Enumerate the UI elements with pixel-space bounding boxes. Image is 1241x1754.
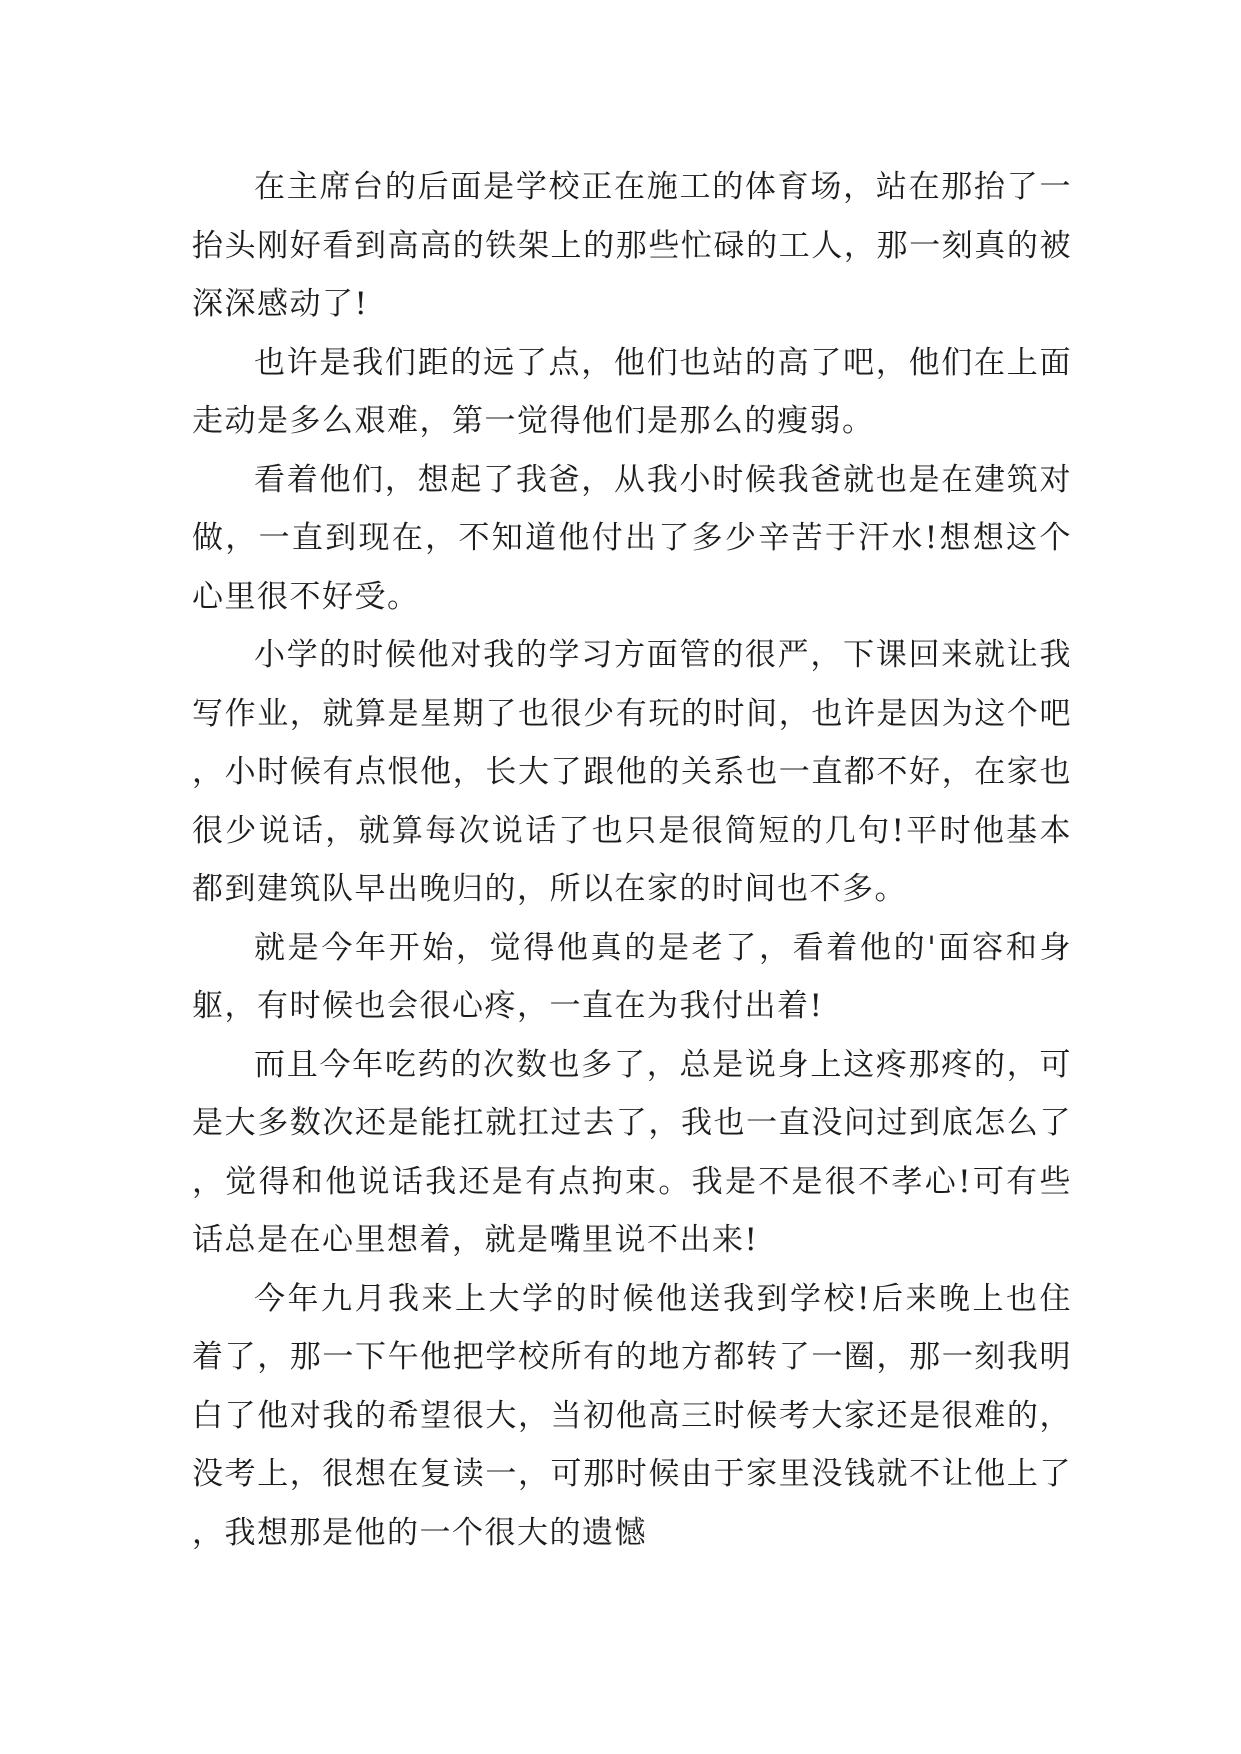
paragraph-2: 也许是我们距的远了点，他们也站的高了吧，他们在上面走动是多么艰难，第一觉得他们是那么的瘦弱。 — [192, 344, 1072, 439]
document-body — [192, 158, 1072, 1562]
paragraph-3: 看着他们，想起了我爸，从我小时候我爸就也是在建筑对做，一直到现在，不知道他付出了多少辛苦于汗水!想想这个心里很不好受。 — [192, 461, 1072, 615]
paragraph-4: 小学的时候他对我的学习方面管的很严，下课回来就让我写作业，就算是星期了也很少有玩的时间，也许是因为这个吧，小时候有点恨他，长大了跟他的关系也一直都不好，在家也很少说话，就算每次说话了也只是很简短的几句!平时他基本都到建筑队早出晚归的，所以在家的时间也不多。 — [192, 637, 1072, 907]
paragraph-1: 在主席台的后面是学校正在施工的体育场，站在那抬了一抬头刚好看到高高的铁架上的那些忙碌的工人，那一刻真的被深深感动了! — [192, 169, 1072, 322]
paragraph-5: 就是今年开始，觉得他真的是老了，看着他的'面容和身躯，有时候也会很心疼，一直在为我付出着! — [192, 929, 1072, 1024]
paragraph-6: 而且今年吃药的次数也多了，总是说身上这疼那疼的，可是大多数次还是能扛就扛过去了，我也一直没问过到底怎么了，觉得和他说话我还是有点拘束。我是不是很不孝心!可有些话总是在心里想着，就是嘴里说不出来! — [192, 1046, 1072, 1258]
paragraph-7: 今年九月我来上大学的时候他送我到学校!后来晚上也住着了，那一下午他把学校所有的地方都转了一圈，那一刻我明白了他对我的希望很大，当初他高三时候考大家还是很难的，没考上，很想在复读一，可那时候由于家里没钱就不让他上了，我想那是他的一个很大的遗憾 — [192, 1280, 1072, 1551]
